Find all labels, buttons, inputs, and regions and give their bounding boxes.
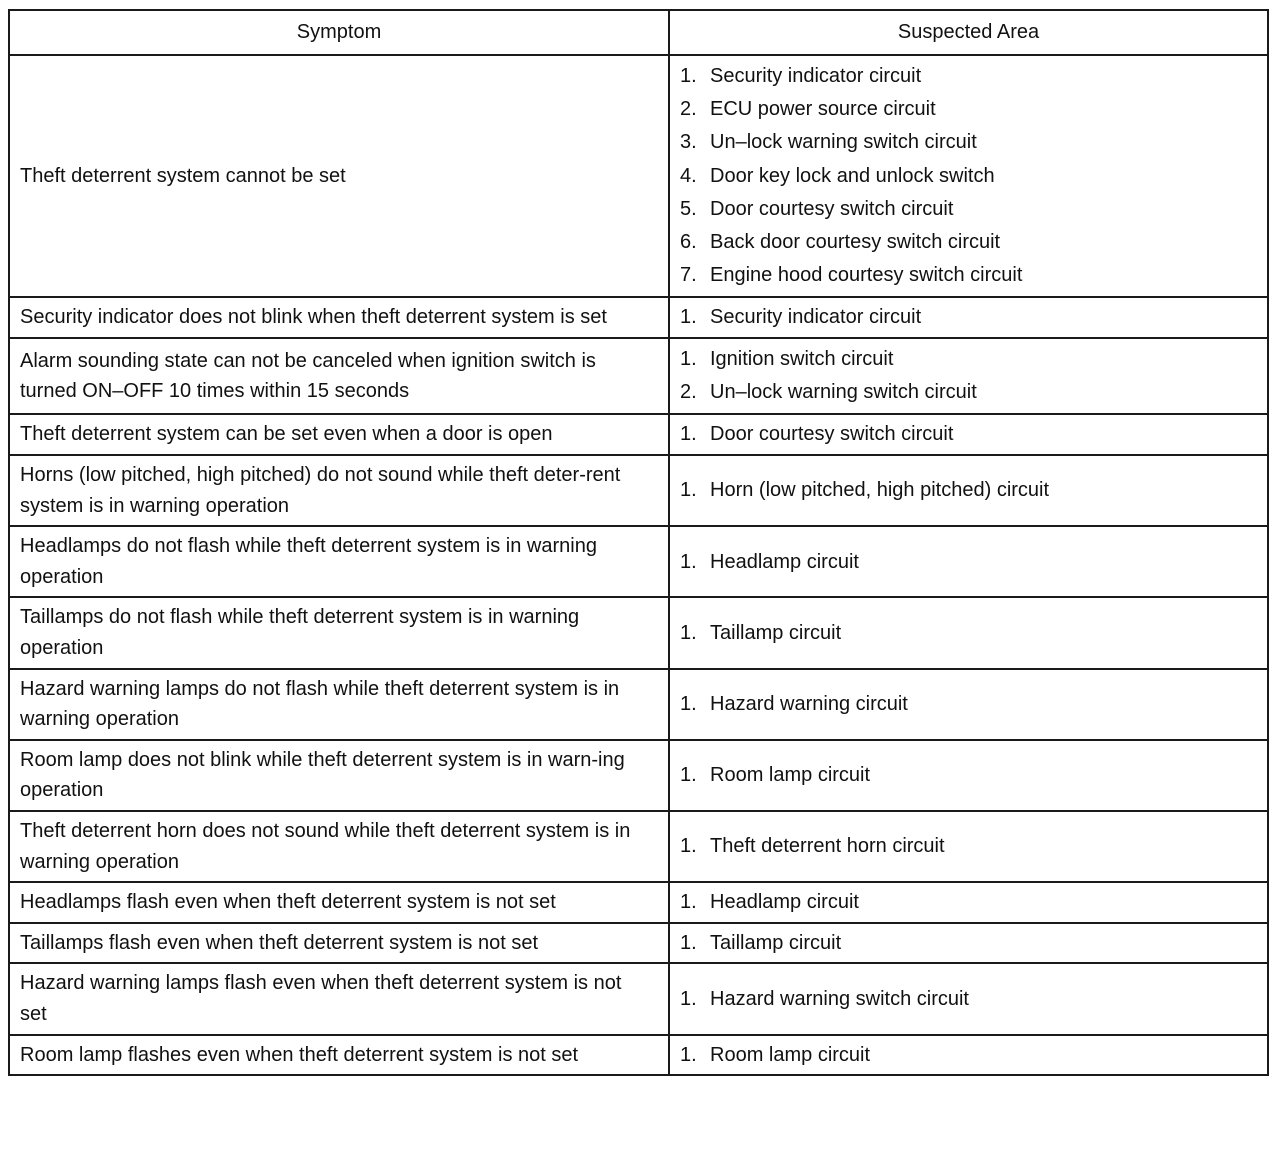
symptom-cell: Theft deterrent system can be set even when a door is open (9, 414, 669, 455)
item-text: Door courtesy switch circuit (710, 423, 954, 446)
item-text: Taillamp circuit (710, 931, 842, 954)
item-number: 5. (680, 197, 697, 220)
item-number: 1. (680, 65, 697, 87)
item-text: Back door courtesy switch circuit (710, 231, 1001, 254)
suspected-area-list (680, 343, 1249, 409)
symptom-cell: Taillamps flash even when theft deterrent system is not set (9, 923, 669, 964)
symptom-cell: Hazard warning lamps do not flash while theft deterrent system is in warning operation (9, 669, 669, 740)
suspected-area-item (680, 226, 1249, 259)
item-number: 1. (680, 423, 697, 446)
symptom-cell: Hazard warning lamps flash even when theft deterrent system is not set (9, 963, 669, 1034)
suspected-area-item (680, 928, 1249, 959)
suspected-area-item (680, 419, 1249, 450)
symptom-cell: Theft deterrent horn does not sound while theft deterrent system is in warning operation (9, 811, 669, 882)
table-row (9, 740, 1268, 811)
suspected-area-cell (669, 338, 1268, 414)
suspected-area-list (680, 760, 1249, 791)
item-number: 1. (680, 621, 697, 644)
suspected-area-item (680, 259, 1249, 292)
table-row (9, 669, 1268, 740)
item-text: Ignition switch circuit (710, 348, 894, 371)
suspected-area-cell (669, 455, 1268, 526)
table-row (9, 526, 1268, 597)
suspected-area-item (680, 760, 1249, 791)
suspected-area-list (680, 984, 1249, 1015)
item-text: Room lamp circuit (710, 1043, 871, 1066)
item-number: 1. (680, 479, 697, 502)
table-row (9, 882, 1268, 923)
symptom-cell: Room lamp does not blink while theft deterrent system is in warn-ing operation (9, 740, 669, 811)
item-text: Hazard warning switch circuit (710, 987, 969, 1010)
suspected-area-cell (669, 1035, 1268, 1076)
table-row (9, 963, 1268, 1034)
item-number: 1. (680, 1043, 697, 1066)
problem-symptoms-table (8, 9, 1269, 1076)
item-number: 1. (680, 306, 697, 329)
suspected-area-list (680, 831, 1249, 862)
suspected-area-item (680, 547, 1249, 578)
suspected-area-item (680, 618, 1249, 649)
item-text: Security indicator circuit (710, 306, 922, 329)
suspected-area-item (680, 126, 1249, 159)
item-number: 1. (680, 931, 697, 954)
header-symptom: Symptom (9, 10, 669, 55)
item-text: Taillamp circuit (710, 621, 842, 644)
suspected-area-item (680, 984, 1249, 1015)
table-row (9, 338, 1268, 414)
table-row (9, 923, 1268, 964)
item-number: 2. (680, 98, 697, 121)
suspected-area-cell (669, 923, 1268, 964)
item-text: Headlamp circuit (710, 550, 859, 573)
table-row (9, 811, 1268, 882)
suspected-area-cell (669, 55, 1268, 297)
suspected-area-list (680, 60, 1249, 292)
item-number: 7. (680, 264, 697, 287)
item-number: 1. (680, 764, 697, 787)
symptom-cell: Taillamps do not flash while theft deterrent system is in warning operation (9, 597, 669, 668)
item-text: Un–lock warning switch circuit (710, 131, 977, 154)
item-text: Headlamp circuit (710, 891, 859, 914)
suspected-area-list (680, 618, 1249, 649)
item-text: Door key lock and unlock switch (710, 164, 995, 187)
symptom-cell: Headlamps do not flash while theft deterrent system is in warning operation (9, 526, 669, 597)
suspected-area-item (680, 1040, 1249, 1071)
suspected-area-item (680, 60, 1249, 93)
suspected-area-item (680, 193, 1249, 226)
table-row (9, 297, 1268, 338)
suspected-area-item (680, 160, 1249, 193)
suspected-area-cell (669, 740, 1268, 811)
item-number: 1. (680, 692, 697, 715)
suspected-area-item (680, 343, 1249, 376)
item-text: Theft deterrent horn circuit (710, 835, 945, 858)
suspected-area-item (680, 689, 1249, 720)
problem-symptoms-table-container (8, 9, 1267, 1076)
item-text: Un–lock warning switch circuit (710, 381, 977, 404)
suspected-area-list (680, 689, 1249, 720)
item-number: 1. (680, 891, 697, 914)
header-suspected-area: Suspected Area (669, 10, 1268, 55)
table-row (9, 455, 1268, 526)
suspected-area-item (680, 93, 1249, 126)
suspected-area-item (680, 887, 1249, 918)
symptom-cell: Horns (low pitched, high pitched) do not sound while theft deter-rent system is in warning operation (9, 455, 669, 526)
symptom-cell: Headlamps flash even when theft deterrent system is not set (9, 882, 669, 923)
suspected-area-item (680, 475, 1249, 506)
suspected-area-cell (669, 963, 1268, 1034)
suspected-area-cell (669, 882, 1268, 923)
symptom-cell: Room lamp flashes even when theft deterrent system is not set (9, 1035, 669, 1076)
symptom-cell: Security indicator does not blink when theft deterrent system is set (9, 297, 669, 338)
suspected-area-list (680, 887, 1249, 918)
symptom-cell: Alarm sounding state can not be canceled when ignition switch is turned ON–OFF 10 times within 15 seconds (9, 338, 669, 414)
suspected-area-list (680, 547, 1249, 578)
suspected-area-cell (669, 297, 1268, 338)
item-text: ECU power source circuit (710, 98, 936, 121)
suspected-area-list (680, 1040, 1249, 1071)
suspected-area-list (680, 419, 1249, 450)
suspected-area-item (680, 302, 1249, 333)
suspected-area-item (680, 831, 1249, 862)
suspected-area-list (680, 928, 1249, 959)
item-number: 4. (680, 164, 697, 187)
table-body (9, 55, 1268, 1075)
suspected-area-cell (669, 811, 1268, 882)
suspected-area-cell (669, 597, 1268, 668)
item-number: 3. (680, 131, 697, 154)
suspected-area-item (680, 376, 1249, 409)
suspected-area-cell (669, 669, 1268, 740)
suspected-area-cell (669, 526, 1268, 597)
table-row (9, 55, 1268, 297)
item-number: 2. (680, 381, 697, 404)
item-number: 6. (680, 231, 697, 254)
item-text: Hazard warning circuit (710, 692, 908, 715)
suspected-area-cell (669, 414, 1268, 455)
item-text: Room lamp circuit (710, 764, 871, 787)
item-text: Door courtesy switch circuit (710, 197, 954, 220)
item-text: Security indicator circuit (710, 65, 922, 87)
item-number: 1. (680, 348, 697, 371)
table-row (9, 414, 1268, 455)
symptom-cell: Theft deterrent system cannot be set (9, 55, 669, 297)
table-row (9, 1035, 1268, 1076)
item-text: Engine hood courtesy switch circuit (710, 264, 1023, 287)
item-number: 1. (680, 835, 697, 858)
item-text: Horn (low pitched, high pitched) circuit (710, 479, 1050, 502)
item-number: 1. (680, 550, 697, 573)
suspected-area-list (680, 302, 1249, 333)
item-number: 1. (680, 987, 697, 1010)
table-header-row (9, 10, 1268, 55)
suspected-area-list (680, 475, 1249, 506)
table-row (9, 597, 1268, 668)
